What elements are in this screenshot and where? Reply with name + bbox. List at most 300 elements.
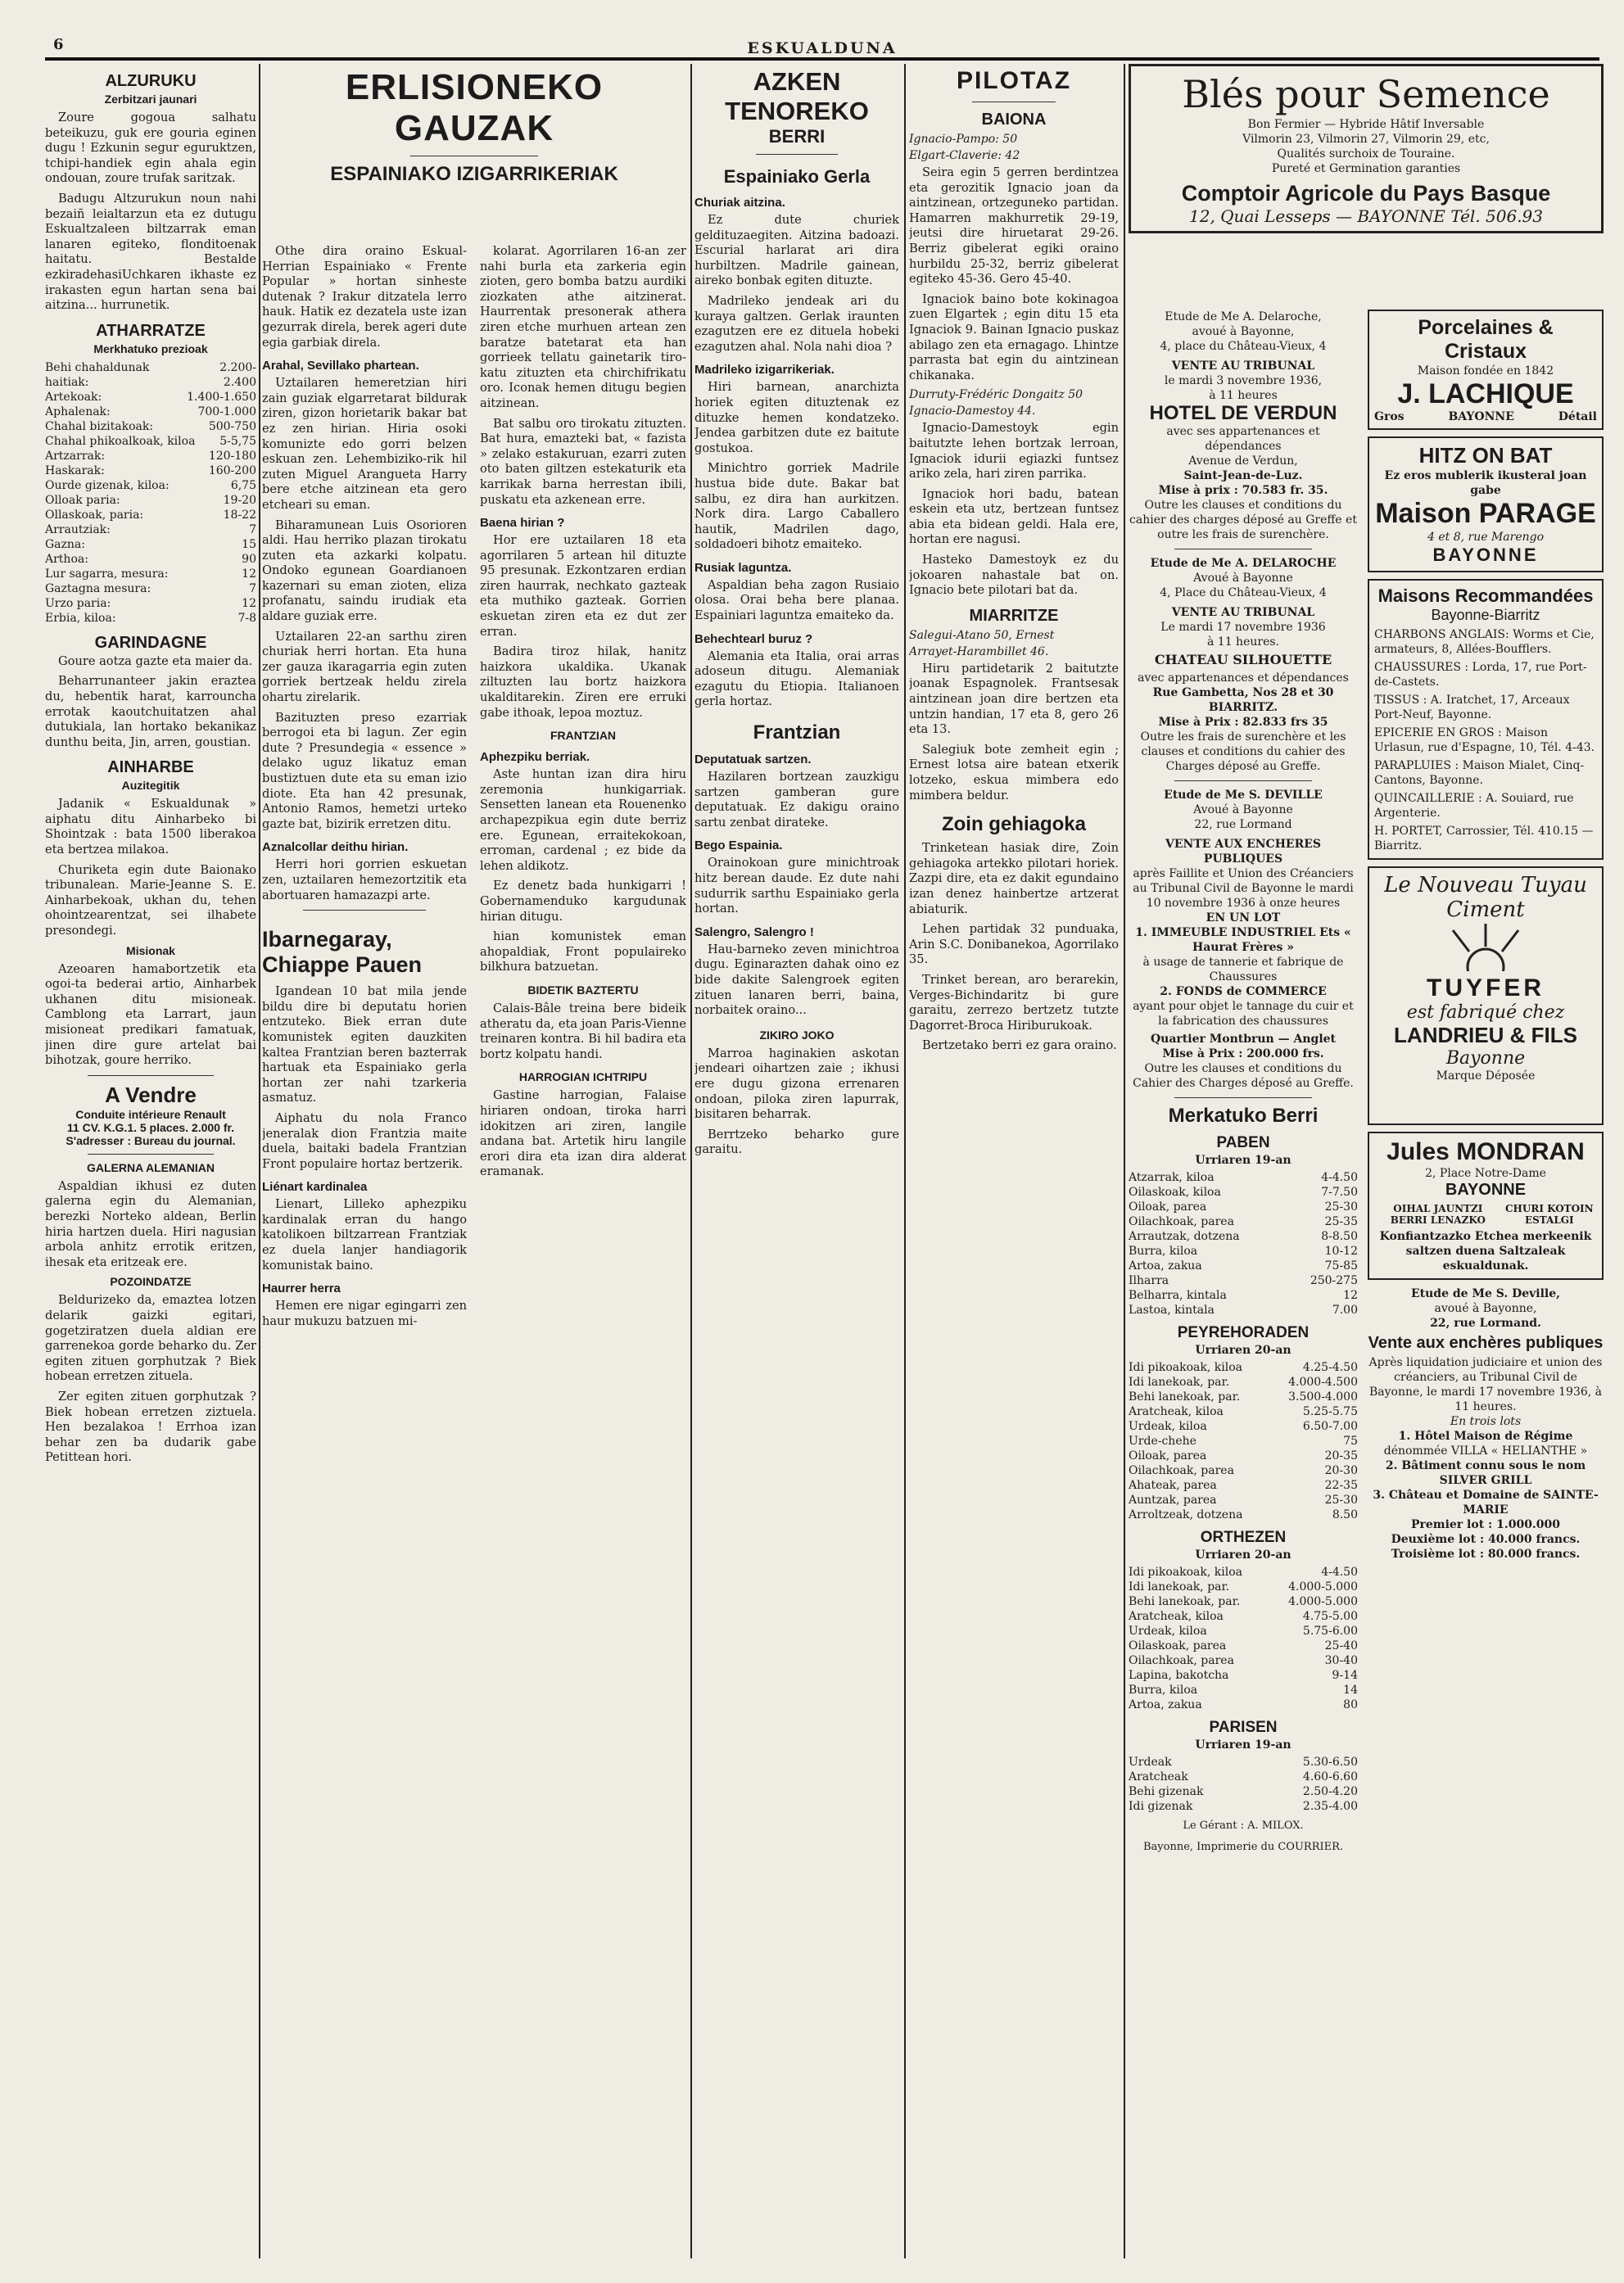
price-value: 18-22 — [223, 508, 256, 522]
price-list — [1129, 1565, 1358, 1712]
paragraph: Goure aotza gazte eta maier da. — [58, 653, 253, 668]
price-row — [1129, 1404, 1358, 1419]
notice-title: Etude de Me S. DEVILLE — [1164, 789, 1323, 802]
ad-line: Bayonne — [1445, 1048, 1526, 1069]
notice-price: Mise à prix : 70.583 fr. 35. — [1158, 484, 1328, 497]
shop-item: QUINCAILLERIE : A. Souiard, rue Argenterie. — [1374, 792, 1574, 820]
price-value: 8-8.50 — [1321, 1230, 1358, 1243]
paragraph: Hemen ere nigar egingarri zen haur mukuzu batzuen mi- — [262, 1299, 467, 1328]
price-value: 7-8 — [237, 611, 256, 625]
price-label: Urdeak — [1129, 1756, 1172, 1769]
separator — [1174, 780, 1312, 781]
price-value: 4.25-4.50 — [1302, 1361, 1358, 1374]
price-value: 7 — [249, 581, 256, 595]
section-haurrer: Haurrer herra — [262, 1282, 341, 1296]
separator — [88, 1154, 215, 1155]
heading-ainharbe: AINHARBE — [107, 758, 194, 777]
price-label: Arrautziak: — [45, 522, 111, 536]
ad-line: 4 et 8, rue Marengo — [1427, 531, 1545, 544]
price-row — [1129, 1565, 1358, 1580]
price-row — [45, 478, 256, 493]
notice-line: Le mardi 17 novembre 1936 — [1160, 621, 1326, 634]
price-label: Ourde gizenak, kiloa: — [45, 478, 170, 492]
price-label: Urdeak, kiloa — [1129, 1420, 1207, 1433]
price-row — [1129, 1259, 1358, 1273]
paragraph: Zoure gogoua salhatu beteikuzu, guk ere gouria eginen dugu ! Ezkunin segur eguruktzen, tchipi-handiek egin ahala egin ondouan, zoure trufak saritzak. — [45, 111, 256, 186]
price-value: 700-1.000 — [197, 405, 256, 418]
price-row — [1129, 1580, 1358, 1594]
score-line: Ignacio-Damestoy 44. — [909, 405, 1036, 418]
price-label: Artoa, zakua — [1129, 1698, 1202, 1711]
price-value: 19-20 — [223, 493, 256, 507]
ad-address: 12, Quai Lesseps — BAYONNE — [1189, 206, 1445, 226]
price-label: Behi chahaldunak haitiak: — [45, 360, 150, 389]
notice-line: Etude de Me A. Delaroche, — [1165, 310, 1322, 323]
paragraph: Seira egin 5 gerren berdintzea eta gerozitik Ignacio joan da aintzinean, ortzeguneko partidan. Hamarren makhurretik 29-19, jeutsi dire hiruetarat 29-26. Berriz gibelerat egiki oraino hurbildu 25-32, berriz gibelerat egiteko 45-36. Gero 45-40. — [909, 165, 1119, 287]
notice-price: Premier lot : 1.000.000 — [1410, 1518, 1561, 1531]
price-label: Aratcheak — [1129, 1770, 1188, 1783]
paragraph: Trinketean hasiak dire, Zoin gehiagoka artekko pilotari horiek. Zazpi dire, eta ez dakit egundaino izan denez hainbertze artzerat abiaturik. — [909, 841, 1119, 916]
paragraph: Ez dute churiek geldituzaegiten. Aitzina badoazi. Escurial harlarat ari dira hurbiltzen. Madrile gainean, aireko bonbak egiten dituzte. — [694, 213, 899, 288]
price-label: Oilachkoak, parea — [1129, 1654, 1234, 1667]
ad-line: BAYONNE — [1445, 1181, 1527, 1199]
paragraph: Ignaciok hori badu, batean eskein eta utz, bertzean funtsez abia eta bidean geldi. Hala ere, hortan ere nagusi. — [909, 486, 1119, 547]
price-row — [45, 508, 256, 522]
gerant: Le Gérant : A. MILOX. — [1183, 1820, 1304, 1832]
price-value: 25-30 — [1324, 1494, 1358, 1507]
paragraph: Lienart, Lilleko aphezpiku kardinalak erran du hango katolikoen biltzarrean Frantziak ez duela lanjer handiagorik komunistak baino. — [262, 1197, 467, 1273]
price-row — [45, 581, 256, 596]
notice-line: Avoué à Bayonne — [1193, 572, 1293, 585]
headline-erlisioneko: ERLISIONEKO GAUZAK — [345, 67, 604, 148]
notice-price: Deuxième lot : 40.000 francs. — [1391, 1533, 1581, 1546]
notice-item: 3. Château et Domaine de SAINTE-MARIE — [1373, 1489, 1599, 1517]
section-harrogian: HARROGIAN ICHTRIPU — [518, 1070, 648, 1084]
market-date: Urriaren 20-an — [1195, 1548, 1292, 1562]
price-value: 4.000-5.000 — [1288, 1595, 1358, 1608]
price-value: 8.50 — [1332, 1508, 1358, 1521]
paragraph: Hiru partidetarik 2 baitutzte joanak Espagnolek. Frantsesak aintzinean joan dire bertzen eta untzin handian, 17 eta 8, gero 26 eta 13. — [909, 661, 1119, 737]
article-left — [262, 244, 467, 1334]
price-value: 12 — [242, 596, 256, 610]
price-row — [1129, 1594, 1358, 1609]
price-list — [1129, 1170, 1358, 1318]
price-label: Atzarrak, kiloa — [1129, 1171, 1215, 1184]
newspaper-title: ESKUALDUNA — [732, 39, 912, 57]
notice-line: En trois lots — [1450, 1415, 1522, 1428]
sunburst-icon — [1436, 922, 1535, 971]
notice-line: Avoué à Bayonne — [1193, 803, 1293, 816]
price-value: 10-12 — [1324, 1245, 1358, 1258]
ad-phone: Tél. 506.93 — [1450, 206, 1543, 226]
column-advertisements — [1129, 64, 1604, 2258]
price-label: Behi gizenak — [1129, 1785, 1204, 1798]
price-label: Idi pikoakoak, kiloa — [1129, 1566, 1242, 1579]
paragraph: Marroa haginakien askotan jendeari oihartzen zaie ; ikhusi ere dugu gizona errenaren ondoan, piloka ziren lapurrak, bisitaren beharrak. — [694, 1046, 899, 1122]
price-row — [45, 537, 256, 552]
price-row — [1129, 1683, 1358, 1698]
notice-price: Troisième lot : 80.000 francs. — [1391, 1548, 1581, 1561]
price-label: Lastoa, kintala — [1129, 1304, 1215, 1317]
price-label: Ilharra — [1129, 1274, 1169, 1287]
market-paben: PABEN — [1216, 1134, 1270, 1151]
price-value: 15 — [242, 537, 256, 551]
price-list — [1129, 1360, 1358, 1522]
paragraph: Lehen partidak 32 punduaka, Arin S.C. Donibanekoa, Agorrilako 35. — [909, 922, 1119, 967]
heading-pozoindatze: POZOINDATZE — [110, 1275, 192, 1289]
price-value: 25-35 — [1324, 1215, 1358, 1228]
price-row — [45, 360, 256, 390]
notice-line: avec ses appartenances et dépendances — [1166, 425, 1320, 453]
price-row — [45, 567, 256, 581]
paragraph: Zer egiten zituen gorphutzak ? Biek hobean erretzen ziztuela. Hen bezalakoa ! Errhoa izan behar zen ba dudarik gabe Petittean hori. — [45, 1389, 256, 1465]
price-row — [1129, 1200, 1358, 1214]
paragraph: Badugu Altzurukun noun nahi bezaiñ leialtarzun eta ez dutugu Eskualtzaleen biltzarrak eman lanaren egiteko, flonditoenak haitatu. Bestalde ezkiradehasiUchkaren ikhaste ez irakasten egun hartan sena bai aitzina... hurrunetik. — [45, 191, 256, 313]
paragraph: Badira tiroz hilak, hanitz haizkora ukaldika. Ukanak ziltuzten lau bortz haizkora ukalditarekin. Ziren ere erruki gabe ithoak, lepoa moztuz. — [480, 644, 686, 720]
price-value: 20-35 — [1324, 1449, 1358, 1462]
ad-brand: TUYFER — [1427, 974, 1545, 1001]
notice-property: HOTEL DE VERDUN — [1149, 402, 1337, 424]
paragraph: kolarat. Agorrilaren 16-an zer nahi burla eta zarkeria egin zioten, gero bomba batzu aurdiki ziozkaten athe aitzinerat. Haurrentak presonerak athera ziren etche murhuen artean zen baratze batetarat eta han gorrieek tellatu gainetarik tiro-katu zituzten eta chirchifrikatu oro. Iconak hemen ditugu begien aitzinean. — [480, 244, 686, 410]
price-row — [1129, 1214, 1358, 1229]
ad-title: Porcelaines & Cristaux — [1418, 316, 1554, 363]
notice-line: Après liquidation judiciaire et union des créanciers, au Tribunal Civil de Bayonne, le mardi 17 novembre 1936, à 11 heures. — [1368, 1356, 1603, 1413]
price-list — [1129, 1755, 1358, 1814]
ad-line: est fabriqué chez — [1406, 1002, 1565, 1023]
price-value: 4.60-6.60 — [1302, 1770, 1358, 1783]
price-value: 75-85 — [1324, 1259, 1358, 1273]
notice-line: Quartier Montbrun — Anglet — [1150, 1033, 1337, 1046]
heading-espainiako: Espainiako Gerla — [723, 166, 871, 187]
legal-notice-chateau — [1129, 556, 1358, 774]
price-label: Olloak paria: — [45, 493, 120, 507]
ad-line: 11 CV. K.G.1. 5 places. 2.000 fr. — [66, 1120, 235, 1134]
ad-line: OIHAL JAUNTZI BERRI LENAZKO — [1390, 1203, 1486, 1226]
price-row — [45, 552, 256, 567]
paragraph: hian komunistek eman ahopaldiak, Front populaireko bilkhura batzuetan. — [480, 929, 686, 974]
price-value: 7 — [249, 522, 256, 536]
market-orthez: ORTHEZEN — [1200, 1529, 1287, 1546]
notice-item: 1. IMMEUBLE INDUSTRIEL Ets « Haurat Frères » — [1135, 926, 1351, 954]
price-row — [45, 493, 256, 508]
price-label: Behi lanekoak, par. — [1129, 1595, 1241, 1608]
section: Behechtearl buruz ? — [694, 631, 813, 646]
price-row — [1129, 1624, 1358, 1639]
notice-line: à usage de tannerie et fabrique de Chaussures — [1142, 956, 1344, 983]
price-row — [45, 449, 256, 463]
price-label: Auntzak, parea — [1129, 1494, 1217, 1507]
price-row — [1129, 1288, 1358, 1303]
ad-tuyfer — [1368, 866, 1604, 1125]
notice-line: BIARRITZ. — [1208, 701, 1278, 714]
ad-name: LANDRIEU & FILS — [1394, 1023, 1577, 1047]
ad-line: Pureté et Germination garanties — [1271, 162, 1461, 175]
price-value: 80 — [1343, 1698, 1358, 1711]
paragraph: Biharamunean Luis Osorioren aldi. Hau herriko plazan tirokatu zuten eta azkarki kolpatu. Ondoko egunean Goardianoen kazernari su eman zioten, eliza profanatu, saindu irudiak eta aldare guziak erre. — [262, 518, 467, 624]
price-value: 6.50-7.00 — [1302, 1420, 1358, 1433]
ad-recommended — [1368, 579, 1604, 860]
shop-list — [1374, 627, 1597, 853]
notice-line: au Tribunal Civil de Bayonne le mardi 10 novembre 1936 à onze heures — [1133, 882, 1354, 910]
paragraph: Othe dira oraino Eskual-Herrian Espainiako « Frente Popular » hortan sinheste dutenak ? Irakur ditzatela lerro hauk. Hatik ez dezatela uste izan gezurrak direla, berek ageri dute egia garbiak direla. — [262, 244, 467, 350]
price-label: Oilachkoak, parea — [1129, 1215, 1234, 1228]
ad-subtitle: Bayonne-Biarritz — [1431, 607, 1540, 623]
ad-mondran — [1368, 1132, 1604, 1280]
price-row — [1129, 1653, 1358, 1668]
column-religion — [262, 64, 686, 2258]
price-value: 500-750 — [208, 419, 256, 433]
price-row — [1129, 1360, 1358, 1375]
price-row — [1129, 1770, 1358, 1784]
ads-right — [1368, 310, 1604, 1568]
notice-line: EN UN LOT — [1206, 911, 1281, 925]
price-label: Idi lanekoak, par. — [1129, 1376, 1230, 1389]
ad-line: 2, Place Notre-Dame — [1425, 1167, 1546, 1180]
masthead — [45, 36, 1599, 61]
price-value: 90 — [242, 552, 256, 566]
price-label: Urde-chehe — [1129, 1435, 1197, 1448]
notice-property: CHATEAU SILHOUETTE — [1154, 652, 1332, 667]
paragraph: Uztailaren hemeretzian hiri zain guziak elgarretarat bildurak ziren, gizon horietarik bakar bat ez zen hirian. Hiria osoki komunizte edo gorri belzen eskuan zen. Lehembiziko-rik hil zuten Miguel Arangueta Harry bere etche aitzinean eta gero etcheari su eman. — [262, 376, 467, 512]
price-row — [1129, 1229, 1358, 1244]
section-frantzian: FRANTZIAN — [550, 729, 617, 743]
price-label: Artzarrak: — [45, 449, 106, 463]
notice-line: avoué à Bayonne, — [1434, 1302, 1537, 1315]
paragraph: Bat salbu oro tirokatu zituzten. Bat hura, emazteki bat, « fazista » zelako estakuruan, ezarri zuten oto baten giltzen estekaturik eta karrikak barna herrestan ibili, puskatu eta azkenean erre. — [480, 416, 686, 507]
ad-title: Le Nouveau Tuyau Ciment — [1384, 873, 1587, 922]
page-number: 6 — [53, 36, 64, 53]
notice-line: 4, Place du Château-Vieux, 4 — [1160, 586, 1327, 599]
paragraph: Salegiuk bote zemheit egin ; Ernest lotsa aire batean etxerik lotzeko, eskua mimbera edo mimbera beldur. — [909, 742, 1119, 802]
score-line: Salegui-Atano 50, Ernest — [909, 628, 1055, 642]
ad-line: BAYONNE — [1448, 410, 1514, 423]
price-value: 120-180 — [208, 449, 256, 463]
ad-comptoir: Comptoir Agricole du Pays Basque — [1181, 181, 1551, 206]
legal-notice-helianthe — [1368, 1286, 1604, 1562]
price-value: 6,75 — [230, 478, 256, 492]
notice-line: Saint-Jean-de-Luz. — [1183, 469, 1303, 482]
notice-title: Etude de Me A. DELAROCHE — [1150, 557, 1337, 570]
column-rule — [259, 64, 260, 2258]
price-row — [1129, 1478, 1358, 1493]
price-row — [45, 463, 256, 478]
price-label: Behi lanekoak, par. — [1129, 1390, 1241, 1404]
ad-title: Blés pour Semence — [1182, 72, 1550, 116]
price-value: 22-35 — [1324, 1479, 1358, 1492]
price-value: 14 — [1343, 1684, 1358, 1697]
price-value: 20-30 — [1324, 1464, 1358, 1477]
heading-avendre: A Vendre — [105, 1082, 197, 1107]
notice-line: avec appartenances et dépendances — [1138, 671, 1349, 685]
section: Churiak aitzina. — [694, 196, 785, 210]
ad-name: Maison PARAGE — [1375, 498, 1596, 529]
separator — [88, 1075, 215, 1076]
notice-line: à 11 heures — [1209, 389, 1278, 402]
price-row — [1129, 1185, 1358, 1200]
price-label: Belharra, kintala — [1129, 1289, 1227, 1302]
price-value: 5-5,75 — [219, 434, 256, 448]
heading-zoin: Zoin gehiagoka — [941, 813, 1086, 836]
paragraph: Hasteko Damestoyk ez du jokoaren nahastale bat on. Ignacio bete pilotari bat da. — [909, 553, 1119, 598]
price-value: 2.35-4.00 — [1302, 1800, 1358, 1813]
notice-line: à 11 heures. — [1207, 635, 1279, 649]
paragraph: Aiphatu du nola Franco jeneralak dion Frantzia maite duela, baitaki badela Frantzian Front populaire hortaz bertzerik. — [262, 1110, 467, 1171]
masthead-rule — [45, 57, 1599, 61]
section-lienart: Liénart kardinalea — [262, 1180, 368, 1195]
notice-title: VENTE AU TRIBUNAL — [1171, 359, 1315, 373]
paragraph: Igandean 10 bat mila jende bildu dire bi deputatu horien entzuteko. Biek erran dute komunistek egiten dauzkiten kaltea Frantzian beren bazterrak hartuak eta Espainiako gerla hortan zer nahi tzarkeria asmatuz. — [262, 984, 467, 1105]
notice-title: VENTE AUX ENCHERES PUBLIQUES — [1165, 838, 1322, 866]
shop-item: EPICERIE EN GROS : Maison Urlasun, rue d'Espagne, 10, Tél. 4-43. — [1374, 726, 1595, 754]
score-line: Ignacio-Pampo: 50 — [909, 133, 1018, 146]
price-label: Artekoak: — [45, 390, 102, 404]
notice-line: ayant pour objet le tannage du cuir et la fabrication des chaussures — [1133, 1000, 1354, 1028]
price-label: Ahateak, parea — [1129, 1479, 1217, 1492]
separator — [756, 154, 838, 155]
paragraph: Alemania eta Italia, orai arras adoseun ditugu. Alemaniak ezagutu du Etiopia. Italianoen gerla hortaz. — [694, 649, 899, 709]
price-label: Aphalenak: — [45, 405, 111, 418]
notice-item: 1. Hôtel Maison de Régime — [1398, 1430, 1573, 1443]
paragraph: Ez denetz bada hunkigarri ! Gobernamenduko kargudunak hirian ditugu. — [480, 879, 686, 924]
notice-line: Avenue de Verdun, — [1188, 454, 1298, 468]
market-peyrehorade: PEYREHORADEN — [1177, 1324, 1310, 1341]
column-rule — [690, 64, 692, 2258]
price-row — [1129, 1609, 1358, 1624]
article-right — [480, 244, 686, 1185]
ad-line: Konfiantzazko Etchea merkeenik saltzen duena Saltzaleak eskualdunak. — [1379, 1230, 1592, 1273]
column-rule — [1124, 64, 1125, 2258]
notice-line: après Faillite et Union des Créanciers — [1133, 867, 1354, 880]
notice-line: Outre les clauses et conditions du Cahier des Charges déposé au Greffe. — [1133, 1062, 1354, 1090]
section: Bego Espainia. — [694, 839, 783, 853]
paragraph: Hau-barneko zeven minichtroa dugu. Eginarazten dahak oino ez bide dakite Salengroek egiten zituen lanaren berri, baina, norbaitek oraino... — [694, 942, 899, 1018]
price-value: 4.000-4.500 — [1288, 1376, 1358, 1389]
shop-item: PARAPLUIES : Maison Mialet, Cinq-Cantons, Bayonne. — [1374, 759, 1585, 787]
section-baena: Baena hirian ? — [480, 516, 565, 531]
notice-item: 2. FONDS de COMMERCE — [1160, 985, 1327, 998]
ad-lachique — [1368, 310, 1604, 430]
heading-miarritze: MIARRITZE — [969, 606, 1059, 625]
notice-line: 4, place du Château-Vieux, 4 — [1160, 340, 1327, 353]
price-label: Oilaskoak, parea — [1129, 1639, 1227, 1652]
section-arahal: Arahal, Sevillako phartean. — [262, 359, 419, 373]
price-label: Gaztagna mesura: — [45, 581, 152, 595]
paragraph: Trinket berean, aro berarekin, Verges-Bichindaritz bi gure garaitu, zerrezo bertzetz tutzte Dagorret-Broca Hiriburukoak. — [909, 972, 1119, 1033]
legal-notice-deville — [1129, 788, 1358, 1091]
notice-line: Rue Gambetta, Nos 28 et 30 — [1152, 686, 1334, 699]
market-date: Urriaren 19-an — [1195, 1738, 1292, 1752]
price-row — [45, 611, 256, 626]
price-value: 75 — [1343, 1435, 1358, 1448]
column-local-news — [45, 64, 256, 2258]
price-value: 5.25-5.75 — [1302, 1405, 1358, 1418]
price-row — [1129, 1419, 1358, 1434]
shop-item: TISSUS : A. Iratchet, 17, Arceaux Port-Neuf, Bayonne. — [1374, 694, 1570, 721]
price-label: Idi gizenak — [1129, 1800, 1193, 1813]
notice-line: Outre les frais de surenchère et les clauses et conditions du cahier des Charges déposé au Greffe. — [1140, 730, 1346, 773]
paragraph: Aspaldian beha zagon Rusiaio olosa. Orai beha bere planaa. Espainiari laguntza emaiteko da. — [694, 577, 899, 623]
section-aznalcollar: Aznalcollar deithu hirian. — [262, 840, 409, 855]
price-row — [1129, 1434, 1358, 1449]
paragraph: Churiketa egin dute Baionako tribunalean. Marie-Jeanne S. E. Ainharbekoak, ukhan du, tehen ohointzearentzat, sei ilhabete presondegi. — [45, 862, 256, 938]
price-row — [45, 390, 256, 405]
section: Rusiak laguntza. — [694, 560, 792, 575]
paragraph: Aspaldian ikhusi ez duten galerna egin du Alemanian, berezki Norteko aldean, Berlin hiria hartzen duela. Hiri nagusian arbola anhitz errotik eritzen, ihesak eta eritzeak ere. — [45, 1178, 256, 1269]
section: Madrileko izigarrikeriak. — [694, 363, 835, 377]
price-label: Arroltzeak, dotzena — [1129, 1508, 1243, 1521]
ad-name: J. LACHIQUE — [1397, 378, 1574, 409]
notice-title: Vente aux enchères publiques — [1368, 1334, 1604, 1352]
price-value: 25-30 — [1324, 1200, 1358, 1214]
subheading: Zerbitzari jaunari — [104, 93, 197, 106]
paragraph: Ignaciok baino bote kokinagoa zuen Elgartek ; egin ditu 15 eta Ignaciok 9. Bainan Ignacio puskaz abilago zen eta ernagago. Lhintze parrasta bat egin du aintzinean chikanaka. — [909, 292, 1119, 382]
price-value: 4-4.50 — [1321, 1171, 1358, 1184]
price-label: Chahal phikoalkoak, kiloa — [45, 434, 196, 448]
score-line: Elgart-Claverie: 42 — [909, 149, 1020, 162]
price-value: 2.50-4.20 — [1302, 1785, 1358, 1798]
price-row — [1129, 1698, 1358, 1712]
price-value: 4.000-5.000 — [1288, 1580, 1358, 1594]
paragraph: Hiri barnean, anarchizta horiek egiten dituztenak ez dituzke hemen kondatzeko. Jendea garbitzen dute ez baitute gostukoa. — [694, 380, 899, 455]
price-value: 250-275 — [1310, 1274, 1358, 1287]
paragraph: Orainokoan gure minichtroak hitz berean daude. Ez dute nahi sudurrik sarthu Espainiako gerla hortan. — [694, 856, 899, 916]
price-label: Aratcheak, kiloa — [1129, 1610, 1224, 1623]
price-label: Gazna: — [45, 537, 85, 551]
headline-ibarnegaray: Ibarnegaray, Chiappe Pauen — [262, 927, 423, 978]
price-row — [45, 419, 256, 434]
shop-item: H. PORTET, Carrossier, Tél. 410.15 — Biarritz. — [1374, 825, 1594, 852]
heading-garindagne: GARINDAGNE — [94, 633, 207, 652]
notice-title: VENTE AU TRIBUNAL — [1171, 606, 1315, 619]
section-bidetik: BIDETIK BAZTERTU — [527, 983, 639, 997]
paragraph: Ignacio-Damestoyk egin baitutzte lehen bortzak lerroan, Ignaciok idurii egiazki funtsez ariko zela, hari ziren parrika. — [909, 421, 1119, 481]
price-value: 30-40 — [1324, 1654, 1358, 1667]
price-value: 4-4.50 — [1321, 1566, 1358, 1579]
headline-azken: AZKEN TENOREKO — [725, 67, 869, 125]
price-label: Urzo paria: — [45, 596, 111, 610]
price-label: Arthoa: — [45, 552, 88, 566]
price-label: Artoa, zakua — [1129, 1259, 1202, 1273]
price-value: 25-40 — [1324, 1639, 1358, 1652]
section: Salengro, Salengro ! — [694, 925, 814, 939]
subheadline: ESPAINIAKO IZIGARRIKERIAK — [330, 163, 618, 185]
notice-line: 22, rue Lormand — [1194, 818, 1292, 831]
notice-line: Outre les clauses et conditions du cahier des charges déposé au Greffe et outre les frais de surenchère. — [1129, 499, 1357, 541]
price-value: 12 — [1343, 1289, 1358, 1302]
shop-item: CHARBONS ANGLAIS: Worms et Cie, armateurs, 8, Allées-Boufflers. — [1374, 628, 1595, 656]
headline-pilotaz: PILOTAZ — [956, 67, 1072, 94]
paragraph: Aste huntan izan dira hiru zeremonia hunkigarriak. Sensetten lanean eta Rouenenko archapezpikua egin dute berriz ere. Egunean, erraitekokoan, erroman, cardenal ; ez bide da lehen aldikotz. — [480, 767, 686, 873]
column-rule — [904, 64, 906, 2258]
price-label: Erbia, kiloa: — [45, 611, 116, 625]
heading-alzuruku: ALZURUKU — [105, 72, 197, 90]
price-value: 1.400-1.650 — [187, 390, 256, 404]
ad-line: Marque Déposée — [1436, 1069, 1536, 1083]
paragraph: Madrileko jendeak ari du kuraya galtzen. Gerlak iraunten ezagutzen ere ez dituela hobeki ezagutzen ahal. Nola nahi dioa ? — [694, 293, 899, 354]
price-row — [1129, 1755, 1358, 1770]
paragraph: Hor ere uztailaren 18 eta agorrilaren 5 artean hil dituzte 95 presunak. Ezkontzaren erdian ziren haurrak, nechkato gazteak eta muthiko gazteak. Gorrien eskuetan ziren eta ez dut zer erran. — [480, 533, 686, 639]
price-value: 5.30-6.50 — [1302, 1756, 1358, 1769]
notice-line: le mardi 3 novembre 1936, — [1164, 374, 1323, 387]
notice-line: avoué à Bayonne, — [1192, 325, 1295, 338]
heading-zikiro: ZIKIRO JOKO — [759, 1028, 835, 1042]
paragraph: Uztailaren 22-an sarthu ziren churiak herri hortan. Eta huna zer gauza ikaragarria egin zuten gorriek bertzeak heldu zirela ohartu zirelarik. — [262, 629, 467, 705]
price-row — [1129, 1508, 1358, 1522]
price-row — [1129, 1493, 1358, 1508]
heading-frantzian: Frantzian — [753, 721, 841, 744]
price-value: 5.75-6.00 — [1302, 1625, 1358, 1638]
price-row — [1129, 1375, 1358, 1390]
